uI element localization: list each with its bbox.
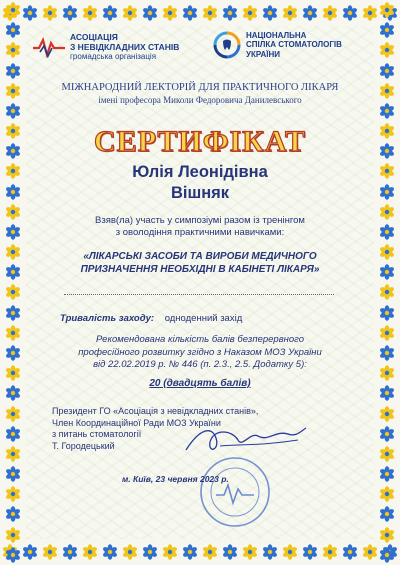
border-flower-icon — [22, 544, 38, 560]
participation-line2: з оволодіння практичними навичками: — [115, 227, 285, 238]
participation-line1: Взяв(ла) участь у симпозіумі разом із тренінгом — [95, 215, 305, 226]
border-flower-icon — [379, 446, 395, 462]
border-flower-icon — [322, 5, 338, 21]
border-flower-icon — [382, 544, 398, 560]
border-flower-icon — [362, 544, 378, 560]
topic-line1: «ЛІКАРСЬКІ ЗАСОБИ ТА ВИРОБИ МЕДИЧНОГО — [83, 251, 317, 262]
border-flower-icon — [42, 5, 58, 21]
border-flower-icon — [379, 103, 395, 119]
border-flower-icon — [162, 544, 178, 560]
recipient-first-names: Юлія Леонідівна — [132, 163, 268, 181]
border-flower-icon — [379, 2, 395, 18]
border-flower-icon — [379, 284, 395, 300]
border-flower-icon — [379, 406, 395, 422]
signatory-line2: Член Координаційної Ради МОЗ України — [52, 417, 221, 428]
dental-union-line1: НАЦІОНАЛЬНА — [246, 30, 307, 40]
border-flower-icon — [362, 5, 378, 21]
duration-label: Тривалість заходу: — [60, 313, 155, 324]
border-flower-icon — [5, 547, 21, 563]
recipient-surname: Вішняк — [170, 184, 230, 202]
border-flower-icon — [242, 5, 258, 21]
cpd-points: 20 (двадцять балів) — [149, 378, 251, 389]
border-flower-icon — [5, 22, 21, 38]
dotted-divider — [64, 294, 334, 295]
border-flower-icon — [2, 544, 18, 560]
place-and-date: м. Київ, 23 червня 2023 р. — [122, 474, 229, 484]
association-logo — [32, 32, 179, 62]
participation-text — [0, 215, 400, 239]
border-flower-icon — [282, 544, 298, 560]
border-flower-icon — [182, 544, 198, 560]
border-flower-icon — [122, 544, 138, 560]
topic-line2: ПРИЗНАЧЕННЯ НЕОБХІДНІ В КАБІНЕТІ ЛІКАРЯ» — [80, 264, 320, 275]
border-flower-icon — [82, 5, 98, 21]
border-flower-icon — [5, 42, 21, 58]
certificate-title: СЕРТИФІКАТ — [94, 125, 306, 158]
cpd-recommendation — [0, 334, 400, 372]
border-flower-icon — [62, 544, 78, 560]
handwritten-signature — [180, 420, 310, 460]
recommendation-line1: Рекомендована кількість балів безперервного — [95, 334, 305, 345]
border-flower-icon — [5, 527, 21, 543]
border-flower-icon — [5, 406, 21, 422]
duration-value: одноденний захід — [164, 313, 243, 324]
border-flower-icon — [5, 506, 21, 522]
border-flower-icon — [5, 63, 21, 79]
border-flower-icon — [122, 5, 138, 21]
official-stamp — [198, 455, 272, 529]
border-flower-icon — [2, 5, 18, 21]
border-flower-icon — [379, 466, 395, 482]
border-flower-icon — [322, 544, 338, 560]
border-flower-icon — [222, 544, 238, 560]
border-flower-icon — [302, 544, 318, 560]
border-flower-icon — [379, 426, 395, 442]
signatory-name: Т. Городецький — [52, 440, 115, 451]
border-flower-icon — [102, 544, 118, 560]
border-flower-icon — [379, 527, 395, 543]
association-name-line3: громадська організація — [70, 52, 157, 61]
event-topic — [0, 250, 400, 276]
border-flower-icon — [202, 5, 218, 21]
border-flower-icon — [262, 544, 278, 560]
border-flower-icon — [82, 544, 98, 560]
event-duration — [60, 313, 242, 324]
border-bottom — [0, 539, 400, 565]
association-name-line1: АСОЦІАЦІЯ — [70, 32, 118, 42]
recommendation-line2: професійного розвитку згідно з Наказом МОЗ України — [78, 346, 322, 358]
border-flower-icon — [142, 5, 158, 21]
border-flower-icon — [5, 466, 21, 482]
border-flower-icon — [379, 547, 395, 563]
border-flower-icon — [102, 5, 118, 21]
border-flower-icon — [5, 103, 21, 119]
border-flower-icon — [342, 5, 358, 21]
border-flower-icon — [5, 446, 21, 462]
border-flower-icon — [342, 544, 358, 560]
dental-union-logo — [212, 30, 342, 60]
border-flower-icon — [5, 2, 21, 18]
border-flower-icon — [242, 544, 258, 560]
border-flower-icon — [382, 5, 398, 21]
border-flower-icon — [5, 426, 21, 442]
border-flower-icon — [302, 5, 318, 21]
border-flower-icon — [182, 5, 198, 21]
border-flower-icon — [262, 5, 278, 21]
signatory-line1: Президент ГО «Асоціація з невідкладних станів», — [52, 406, 259, 416]
lectory-heading — [0, 82, 400, 105]
association-name-line2: З НЕВІДКЛАДНИХ СТАНІВ — [70, 42, 180, 52]
border-flower-icon — [22, 5, 38, 21]
dental-union-line3: УКРАЇНИ — [246, 49, 281, 59]
border-flower-icon — [5, 486, 21, 502]
border-flower-icon — [222, 5, 238, 21]
lectory-line2: імені професора Миколи Федоровича Данилевського — [98, 95, 302, 105]
border-flower-icon — [62, 5, 78, 21]
lectory-line1: МІЖНАРОДНИЙ ЛЕКТОРІЙ ДЛЯ ПРАКТИЧНОГО ЛІКАРЯ — [61, 82, 339, 93]
border-flower-icon — [379, 506, 395, 522]
border-flower-icon — [379, 305, 395, 321]
border-flower-icon — [5, 284, 21, 300]
border-flower-icon — [202, 544, 218, 560]
border-flower-icon — [379, 486, 395, 502]
border-flower-icon — [5, 305, 21, 321]
border-flower-icon — [142, 544, 158, 560]
header-logos — [22, 30, 390, 70]
border-top — [0, 0, 400, 26]
border-flower-icon — [162, 5, 178, 21]
recommendation-line3: від 22.02.2019 р. № 446 (п. 2.3., 2.5. Додатку 5): — [93, 359, 307, 370]
pulse-wave-icon — [32, 36, 66, 58]
border-flower-icon — [42, 544, 58, 560]
signatory-line3: з питань стоматології — [52, 429, 142, 439]
border-flower-icon — [282, 5, 298, 21]
dental-union-emblem-icon — [212, 30, 242, 60]
dental-union-line2: СПІЛКА СТОМАТОЛОГІВ — [246, 40, 342, 50]
